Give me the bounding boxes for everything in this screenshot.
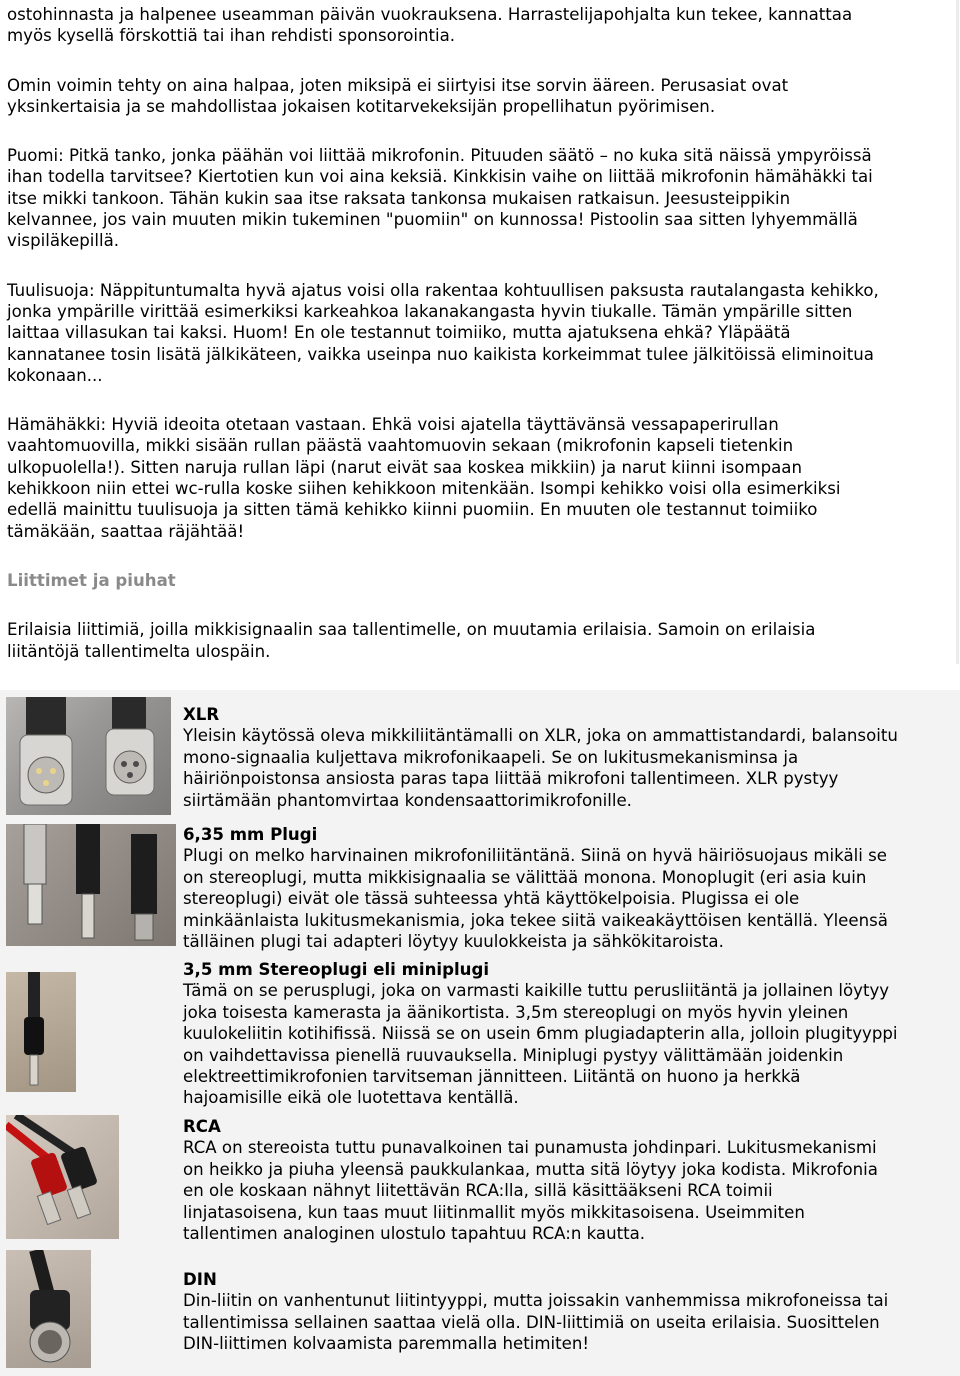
paragraph-tuulisuoja <box>4 280 956 386</box>
text-line: kelvannee, jos vain muuten mikin tukeminen "puomiin" on kunnossa! Pistoolin saa sitten lyhyemmällä <box>7 210 858 230</box>
connector-title: DIN <box>183 1270 217 1289</box>
text-line: kannatanee tosin lisätä jälkikäteen, vaikka useinpa nuo kaikista korkeimmat tulee jälkitöissä eliminoitua <box>7 344 874 364</box>
connector-plug635 <box>183 824 888 952</box>
text-line: on heikko ja piuha yleensä paukkulankaa, mutta sitä löytyy joka kodista. Mikrofonia <box>183 1159 878 1179</box>
text-line: RCA on stereoista tuttu punavalkoinen tai punamusta johdinpari. Lukitusmekanismi <box>183 1138 877 1158</box>
text-line: mono-signaalia kuljettava mikrofonikaapeli. Se on lukitusmekanisminsa ja <box>183 747 799 767</box>
text-line: tallentimen analoginen ulostulo tapahtuu RCA:n kautta. <box>183 1224 646 1244</box>
text-line: tallentimissa sellainen saattaa vielä olla. DIN-liittimiä on useita erilaisia. Suosittelen <box>183 1312 880 1332</box>
connector-title: 6,35 mm Plugi <box>183 825 318 844</box>
text-line: itse mikki tankoon. Tähän kukin saa itse raksata tankonsa mukaisen ratkaisun. Jeesusteippikin <box>7 188 791 208</box>
text-line: Hämähäkki: Hyviä ideoita otetaan vastaan. Ehkä voisi ajatella täyttävänsä vessapaperirullan <box>7 415 779 435</box>
text-line: tälläinen plugi tai adapteri löytyy kuulokkeista ja sähkökitaroista. <box>183 932 724 952</box>
text-line: Plugi on melko harvinainen mikrofoniliitäntänä. Siinä on hyvä häiriösuojaus mikäli se <box>183 846 888 866</box>
text-line: elektreettimikrofonien tarvitseman jännitteen. Liitäntä on huono ja herkkä <box>183 1067 801 1087</box>
connector-din <box>183 1269 888 1355</box>
connector-title: XLR <box>183 705 220 724</box>
text-line: on stereoplugi, mutta mikkisignaalia se välittää monona. Monoplugit (eri asia kuin <box>183 867 867 887</box>
text-line: Yleisin käytössä oleva mikkiliitäntämalli on XLR, joka on ammattistandardi, balansoitu <box>183 726 898 746</box>
connector-miniplug <box>183 959 898 1109</box>
text-line: hajoamisille eikä ole luotettava kentällä. <box>183 1088 519 1108</box>
connector-title: RCA <box>183 1117 221 1136</box>
connector-title: 3,5 mm Stereoplugi eli miniplugi <box>183 960 490 979</box>
text-line: ulkopuolella!). Sitten naruja rullan läpi (narut eivät saa koskea mikkiin) ja narut kiinni isompaan <box>7 457 802 477</box>
text-line: en ole koskaan nähnyt liitettävän RCA:lla, sillä käsittääkseni RCA toimii <box>183 1181 773 1201</box>
text-line: siirtämään phantomvirtaa kondensaattorimikrofonille. <box>183 790 632 810</box>
text-line: tämäkään, saattaa räjähtää! <box>7 521 245 541</box>
text-line: edellä mainittu tuulisuoja ja sitten tämä kehikko kiinni puomiin. En muuten ole testannut toimiiko <box>7 500 818 520</box>
text-line: myös kysellä förskottiä tai ihan rehdisti sponsorointia. <box>7 26 456 46</box>
text-line: Tuulisuoja: Näppituntumalta hyvä ajatus voisi olla rakentaa kohtuullisen paksusta rautalangasta kehikko, <box>7 280 879 300</box>
paragraph-connectors-intro <box>4 619 956 662</box>
text-line: stereoplugi) eivät ole tässä suhteessa yhtä käyttökelpoisia. Plugissa ei ole <box>183 889 800 909</box>
text-line: Omin voimin tehty on aina halpaa, joten miksipä ei siirtyisi itse sorvin ääreen. Perusasiat ovat <box>7 75 789 95</box>
xlr-connector-photo <box>6 697 171 815</box>
text-line: Tämä on se perusplugi, joka on varmasti kaikille tuttu perusliitäntä ja jollainen löytyy <box>183 981 890 1001</box>
text-line: ostohinnasta ja halpenee useamman päivän vuokrauksena. Harrastelijapohjalta kun tekee, kannattaa <box>7 5 853 24</box>
paragraph-intro-end <box>4 4 956 47</box>
rca-photo <box>6 1115 119 1239</box>
text-line: vaahtomuovilla, mikki sisään rullan päästä vaahtomuovin sekaan (mikrofonin kapseli tietenkin <box>7 436 794 456</box>
text-line: linjatasoisena, kun taas muut liitinmallit myös mikkitasoisena. Useimmiten <box>183 1202 805 1222</box>
text-line: on vaihdettavissa pienellä ruuvauksella. Miniplugi pystyy välittämään joidenkin <box>183 1045 844 1065</box>
text-line: laittaa villasukan tai kaksi. Huom! En ole testannut toimiiko, mutta ajatuksena ehkä? Yläpäätä <box>7 323 791 343</box>
text-line: jonka ympärille virittää esimerkiksi karkeahkoa lakanakangasta hyvin tiukalle. Tämän ympärille sitten <box>7 301 853 321</box>
connector-rca <box>183 1116 878 1244</box>
text-line: joka toisesta kamerasta ja äänikortista. 3,5m stereoplugi on myös hyvin yleinen <box>183 1002 849 1022</box>
connector-xlr <box>183 704 898 811</box>
paragraph-hamahakki <box>4 414 956 542</box>
text-line: liitäntöjä tallentimelta ulospäin. <box>7 641 271 661</box>
din-connector-photo <box>6 1250 91 1368</box>
miniplug-photo <box>6 972 76 1092</box>
text-line: yksinkertaisia ja se mahdollistaa jokaisen kotitarvekeksijän propellihatun pyörimisen. <box>7 96 716 116</box>
text-line: kokonaan... <box>7 365 103 385</box>
text-line: Puomi: Pitkä tanko, jonka päähän voi liittää mikrofonin. Pituuden säätö – no kuka sitä näissä ympyröissä <box>7 146 872 166</box>
text-line: minkäänlaista lukitusmekanismia, joka tekee siitä vaikeakäyttöisen kentällä. Yleensä <box>183 910 888 930</box>
text-line: Din-liitin on vanhentunut liitintyyppi, mutta joissakin vanhemmissa mikrofoneissa tai <box>183 1291 889 1311</box>
article-text-section <box>4 0 959 664</box>
plug-635-photo <box>6 824 176 946</box>
text-line: DIN-liittimen kolvaamista paremmalla hetimiten! <box>183 1334 590 1354</box>
text-line: kuulokeliitin kotihifissä. Niissä se on usein 6mm plugiadapterin alla, jolloin plugityyppi <box>183 1024 898 1044</box>
text-line: ihan todella tarvitsee? Kiertotien kun voi aina keksiä. Kinkkisin vaihe on liittää mikrofonin hämähäkki tai <box>7 167 873 187</box>
paragraph-puomi <box>4 145 956 251</box>
text-line: kehikkoon niin ettei wc-rulla koske siihen kehikkoon mitenkään. Isompi kehikko voisi olla esimerkiksi <box>7 479 841 499</box>
text-line: vispiläkepillä. <box>7 231 120 251</box>
text-line: häiriönpoistonsa ansiosta paras tapa liittää mikrofoni tallentimeen. XLR pystyy <box>183 769 839 789</box>
text-line: Erilaisia liittimiä, joilla mikkisignaalin saa tallentimelle, on muutamia erilaisia. Samoin on erilaisia <box>7 620 816 640</box>
paragraph-diy <box>4 75 956 118</box>
section-heading: Liittimet ja piuhat <box>7 570 176 590</box>
